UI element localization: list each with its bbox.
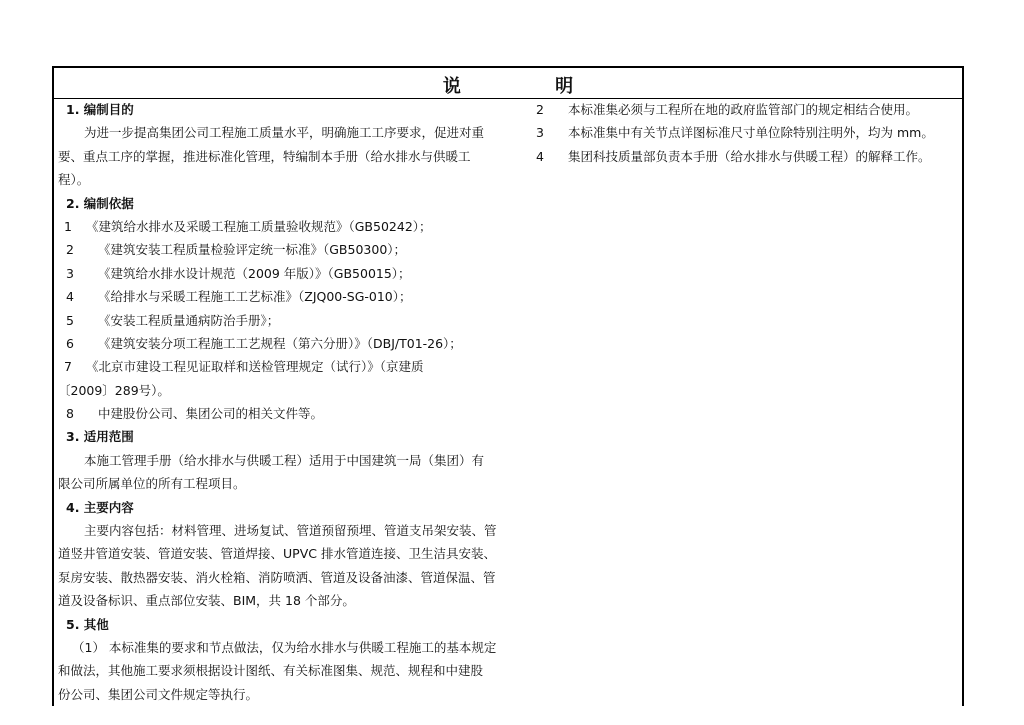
paragraph-line: 和做法，其他施工要求须根据设计图纸、有关标准图集、规范、规程和中建股 xyxy=(58,663,484,679)
reference-item: 8 中建股份公司、集团公司的相关文件等。 xyxy=(66,406,324,422)
paragraph-line: 本施工管理手册（给水排水与供暖工程）适用于中国建筑一局（集团）有 xyxy=(84,452,485,468)
paragraph-line: 为进一步提高集团公司工程施工质量水平，明确施工工序要求，促进对重 xyxy=(84,125,485,141)
document-frame xyxy=(52,66,964,706)
reference-item: 2 《建筑安装工程质量检验评定统一标准》（GB50300）； xyxy=(66,242,407,258)
page-title: 说 明 xyxy=(442,76,618,97)
reference-item: 4 《给排水与采暖工程施工工艺标准》（ZJQ00-SG-010）； xyxy=(66,289,412,305)
paragraph-line: 程）。 xyxy=(58,172,90,188)
paragraph-line: 要、重点工序的掌握，推进标准化管理，特编制本手册（给水排水与供暖工 xyxy=(58,148,471,164)
reference-item: 7 《北京市建设工程见证取样和送检管理规定（试行）》（京建质 xyxy=(64,359,424,375)
paragraph-line: 份公司、集团公司文件规定等执行。 xyxy=(58,686,259,702)
section-heading: 3. 适用范围 xyxy=(66,429,134,445)
paragraph-line: 泵房安装、散热器安装、消火栓箱、消防喷洒、管道及设备油漆、管道保温、管 xyxy=(58,569,496,585)
section-heading: 1. 编制目的 xyxy=(66,102,134,117)
paragraph-line: 道及设备标识、重点部位安装、BIM，共 18 个部分。 xyxy=(58,593,355,609)
reference-item: 1 《建筑给水排水及采暖工程施工质量验收规范》（GB50242）； xyxy=(64,218,432,234)
paragraph-line: 主要内容包括：材料管理、进场复试、管道预留预埋、管道支吊架安装、管 xyxy=(84,523,497,539)
reference-item: 〔2009〕289号）。 xyxy=(58,382,170,398)
title-row xyxy=(54,68,962,99)
paragraph-line: （1） 本标准集的要求和节点做法，仅为给水排水与供暖工程施工的基本规定 xyxy=(72,639,497,655)
paragraph-line: 道竖井管道安装、管道安装、管道焊接、UPVC 排水管道连接、卫生洁具安装、 xyxy=(58,546,496,562)
list-item: 2 本标准集必须与工程所在地的政府监管部门的规定相结合使用。 xyxy=(536,102,919,117)
list-item: 3 本标准集中有关节点详图标准尺寸单位除特别注明外，均为 mm。 xyxy=(536,125,934,141)
reference-item: 3 《建筑给水排水设计规范（2009 年版）》（GB50015）； xyxy=(66,265,411,281)
right-column xyxy=(528,98,958,168)
section-heading: 2. 编制依据 xyxy=(66,195,134,211)
section-heading: 5. 其他 xyxy=(66,616,109,632)
list-item: 4 集团科技质量部负责本手册（给水排水与供暖工程）的解释工作。 xyxy=(536,148,931,164)
paragraph-line: 限公司所属单位的所有工程项目。 xyxy=(58,476,246,492)
reference-item: 5 《安装工程质量通病防治手册》； xyxy=(66,312,280,328)
section-heading: 4. 主要内容 xyxy=(66,499,134,515)
left-column xyxy=(58,98,506,706)
reference-item: 6 《建筑安装分项工程施工工艺规程（第六分册）》（DBJ/T01-26）； xyxy=(66,335,462,351)
